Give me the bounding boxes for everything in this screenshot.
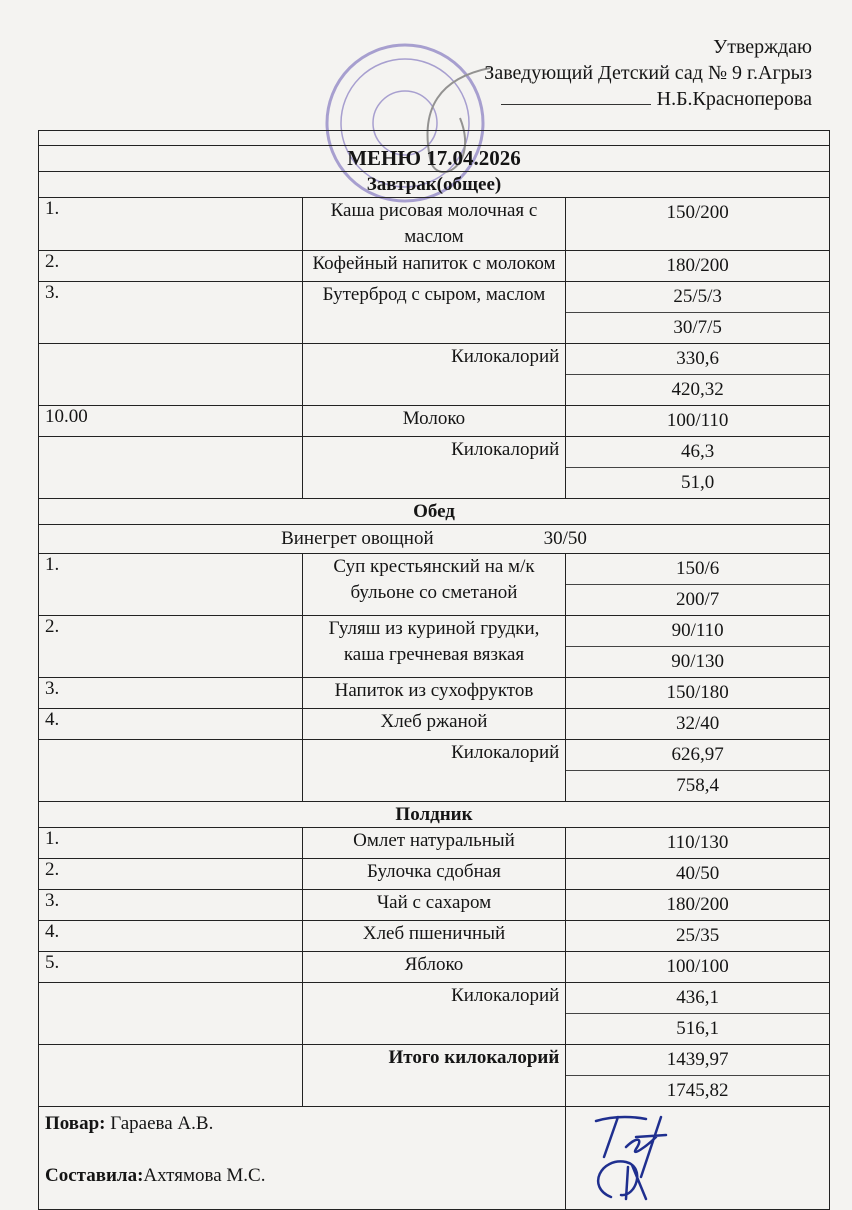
section-header-row [39, 499, 830, 525]
portion-cell [566, 554, 830, 616]
menu-title: МЕНЮ 17.04.2026 [39, 146, 830, 172]
section-title: Обед [39, 499, 830, 525]
dish-name: Суп крестьянский на м/к бульоне со сметаной [302, 554, 566, 616]
dish-name: Винегрет овощной [281, 528, 434, 549]
menu-item-row [39, 198, 830, 251]
signature-line [501, 104, 651, 105]
menu-item-row [39, 890, 830, 921]
kcal-row [39, 437, 830, 499]
approval-position: Заведующий Детский сад № 9 г.Агрыз [484, 62, 812, 84]
menu-item-row [39, 921, 830, 952]
kcal-label: Килокалорий [302, 983, 566, 1045]
portion-size: 32/40 [676, 713, 720, 734]
item-number: 3. [39, 678, 303, 709]
section-header-row [39, 172, 830, 198]
kcal-label: Килокалорий [302, 437, 566, 499]
portion-cell [566, 1045, 830, 1107]
portion-size: 30/50 [543, 528, 587, 549]
kcal-value: 330,6 [676, 348, 720, 369]
dish-name: Кофейный напиток с молоком [302, 251, 566, 282]
composer-name: Ахтямова М.С. [143, 1165, 266, 1186]
portion-cell [566, 198, 830, 251]
portion-size: 180/200 [666, 894, 729, 915]
dish-name: Молоко [302, 406, 566, 437]
item-number: 2. [39, 251, 303, 282]
composer-label: Составила: [45, 1165, 144, 1186]
kcal-row [39, 1045, 830, 1107]
dish-name: Бутерброд с сыром, маслом [302, 282, 566, 344]
section-title: Завтрак(общее) [39, 172, 830, 198]
menu-item-cell [39, 525, 830, 554]
menu-item-row [39, 282, 830, 344]
dish-name: Чай с сахаром [302, 890, 566, 921]
dish-name: Хлеб ржаной [302, 709, 566, 740]
portion-size: 100/110 [666, 410, 729, 431]
portion-size: 100/100 [666, 956, 729, 977]
portion-size: 90/110 [671, 620, 724, 641]
portion-size: 180/200 [666, 255, 729, 276]
dish-name: Напиток из сухофруктов [302, 678, 566, 709]
item-number [39, 344, 303, 406]
item-number: 2. [39, 616, 303, 678]
portion-cell [566, 406, 830, 437]
dish-name: Булочка сдобная [302, 859, 566, 890]
portion-cell [566, 437, 830, 499]
portion-cell [566, 859, 830, 890]
section-title: Полдник [39, 802, 830, 828]
item-number: 1. [39, 828, 303, 859]
kcal-value: 46,3 [681, 441, 715, 462]
menu-table [38, 130, 830, 1210]
signature-cell [566, 1107, 830, 1210]
portion-size: 150/200 [666, 202, 729, 223]
portion-size: 40/50 [676, 863, 720, 884]
dish-name: Гуляш из куриной грудки, каша гречневая вязкая [302, 616, 566, 678]
dish-name: Яблоко [302, 952, 566, 983]
kcal-value: 516,1 [566, 1013, 829, 1044]
approval-name: Н.Б.Красноперова [656, 88, 812, 110]
menu-item-row [39, 554, 830, 616]
portion-cell [566, 344, 830, 406]
kcal-row [39, 740, 830, 802]
cook-label: Повар: [45, 1113, 106, 1134]
portion-size: 150/6 [676, 558, 720, 579]
kcal-label: Килокалорий [302, 344, 566, 406]
dish-name: Хлеб пшеничный [302, 921, 566, 952]
item-number: 4. [39, 921, 303, 952]
portion-size: 150/180 [666, 682, 729, 703]
blank-row [39, 131, 830, 146]
signature-icon [566, 1107, 686, 1203]
item-number: 1. [39, 554, 303, 616]
menu-item-row [39, 709, 830, 740]
kcal-value: 420,32 [566, 374, 829, 405]
menu-title-row [39, 146, 830, 172]
composer [45, 1163, 559, 1189]
menu-item-row [39, 952, 830, 983]
item-number: 10.00 [39, 406, 303, 437]
kcal-row [39, 983, 830, 1045]
item-number: 5. [39, 952, 303, 983]
kcal-label: Килокалорий [302, 740, 566, 802]
portion-cell [566, 709, 830, 740]
portion-size: 30/7/5 [566, 312, 829, 343]
cook-name: Гараева А.В. [105, 1113, 214, 1134]
portion-cell [566, 952, 830, 983]
section-header-row [39, 802, 830, 828]
portion-size: 200/7 [566, 584, 829, 615]
portion-cell [566, 282, 830, 344]
kcal-value: 626,97 [671, 744, 724, 765]
menu-item-row [39, 859, 830, 890]
item-number: 4. [39, 709, 303, 740]
item-number [39, 437, 303, 499]
portion-cell [566, 921, 830, 952]
approval-title: Утверждаю [713, 36, 812, 58]
item-number [39, 1045, 303, 1107]
menu-item-row [39, 406, 830, 437]
portion-cell [566, 890, 830, 921]
kcal-value: 758,4 [566, 770, 829, 801]
approval-block [484, 34, 812, 112]
portion-cell [566, 983, 830, 1045]
portion-cell [566, 616, 830, 678]
kcal-value: 1745,82 [566, 1075, 829, 1106]
footer-info [39, 1107, 566, 1210]
approval-signatory [484, 86, 812, 112]
kcal-row [39, 344, 830, 406]
menu-item-row [39, 828, 830, 859]
footer-row [39, 1107, 830, 1210]
item-number [39, 740, 303, 802]
cook [45, 1111, 559, 1137]
portion-size: 25/35 [676, 925, 720, 946]
menu-item-row [39, 616, 830, 678]
menu-item-row [39, 251, 830, 282]
item-number [39, 983, 303, 1045]
kcal-value: 51,0 [566, 467, 829, 498]
portion-cell [566, 740, 830, 802]
item-number: 2. [39, 859, 303, 890]
item-number: 3. [39, 890, 303, 921]
menu-item-row [39, 525, 830, 554]
item-number: 1. [39, 198, 303, 251]
dish-name: Каша рисовая молочная с маслом [302, 198, 566, 251]
kcal-label: Итого килокалорий [302, 1045, 566, 1107]
portion-cell [566, 678, 830, 709]
portion-size: 90/130 [566, 646, 829, 677]
portion-cell [566, 251, 830, 282]
portion-size: 25/5/3 [673, 286, 722, 307]
item-number: 3. [39, 282, 303, 344]
kcal-value: 1439,97 [666, 1049, 729, 1070]
dish-name: Омлет натуральный [302, 828, 566, 859]
portion-size: 110/130 [666, 832, 729, 853]
kcal-value: 436,1 [676, 987, 720, 1008]
portion-cell [566, 828, 830, 859]
menu-item-row [39, 678, 830, 709]
